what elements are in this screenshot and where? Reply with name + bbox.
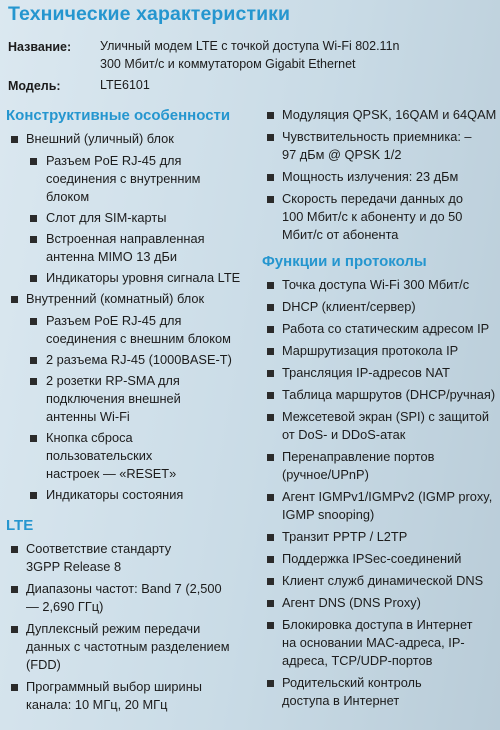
functions-list	[262, 276, 498, 710]
list-item-text: Слот для SIM-карты	[46, 210, 167, 225]
list-item-text: Блокировка доступа в Интернет на основании MAC-адреса, IP-адреса, TCP/UDP-портов	[282, 617, 473, 668]
list-item	[6, 152, 206, 206]
list-item	[262, 674, 472, 710]
list-item-text: Работа со статическим адресом IP	[282, 321, 490, 336]
list-item	[262, 572, 498, 590]
list-item	[262, 594, 498, 612]
list-item	[262, 448, 482, 484]
list-item	[262, 408, 500, 444]
list-item-text: Транзит PPTP / L2TP	[282, 529, 408, 544]
square-bullet-icon	[267, 174, 274, 181]
list-item	[6, 351, 254, 369]
list-item	[6, 269, 254, 287]
square-bullet-icon	[267, 304, 274, 311]
list-item-text: Трансляция IP-адресов NAT	[282, 365, 450, 380]
square-bullet-icon	[267, 348, 274, 355]
list-item	[262, 342, 498, 360]
square-bullet-icon	[11, 586, 18, 593]
list-item	[6, 130, 254, 148]
list-item-text: Перенаправление портов (ручное/UPnP)	[282, 449, 435, 482]
list-item-text: Программный выбор ширины канала: 10 МГц, 20 МГц	[26, 679, 202, 712]
list-item	[262, 386, 498, 404]
square-bullet-icon	[267, 282, 274, 289]
left-column	[6, 106, 254, 718]
square-bullet-icon	[267, 414, 274, 421]
square-bullet-icon	[11, 626, 18, 633]
square-bullet-icon	[267, 600, 274, 607]
list-item-text: Чувствительность приемника: –97 дБм @ QPSK 1/2	[282, 129, 472, 162]
name-value-line2: 300 Мбит/с и коммутатором Gigabit Ethernet	[100, 57, 356, 71]
list-item	[6, 678, 241, 714]
square-bullet-icon	[267, 622, 274, 629]
list-item-text: Встроенная направленная антенна MIMO 13 дБи	[46, 231, 205, 264]
list-item-text: Мощность излучения: 23 дБм	[282, 169, 459, 184]
list-item-text: 2 разъема RJ-45 (1000BASE-T)	[46, 352, 232, 367]
square-bullet-icon	[267, 534, 274, 541]
list-item-text: Разъем PoE RJ-45 для соединения с внешним блоком	[46, 313, 231, 346]
list-item	[6, 312, 246, 348]
list-item	[262, 128, 482, 164]
list-item	[262, 276, 498, 294]
list-item-text: Агент IGMPv1/IGMPv2 (IGMP proxy, IGMP snooping)	[282, 489, 493, 522]
list-item	[262, 364, 498, 382]
list-item-text: DHCP (клиент/сервер)	[282, 299, 416, 314]
list-item-text: Внешний (уличный) блок	[26, 131, 174, 146]
square-bullet-icon	[30, 275, 37, 282]
model-value: LTE6101	[100, 78, 150, 92]
list-item-text: Индикаторы состояния	[46, 487, 184, 502]
list-item-text: Поддержка IPSec-соединений	[282, 551, 462, 566]
square-bullet-icon	[30, 318, 37, 325]
list-item-text: Модуляция QPSK, 16QAM и 64QAM	[282, 107, 497, 122]
list-item-text: Родительский контроль доступа в Интернет	[282, 675, 422, 708]
list-item	[6, 580, 236, 616]
square-bullet-icon	[11, 136, 18, 143]
square-bullet-icon	[11, 684, 18, 691]
list-item	[262, 488, 497, 524]
list-item-text: Дуплексный режим передачи данных с частотным разделением (FDD)	[26, 621, 230, 672]
section-title-construct: Конструктивные особенности	[6, 107, 231, 124]
list-item	[6, 540, 196, 576]
model-label: Модель:	[8, 79, 61, 93]
lte-list	[6, 540, 254, 714]
list-item-text: Таблица маршрутов (DHCP/ручная)	[282, 387, 496, 402]
list-item	[6, 209, 254, 227]
square-bullet-icon	[267, 392, 274, 399]
list-item	[262, 550, 498, 568]
square-bullet-icon	[267, 326, 274, 333]
list-item	[262, 190, 482, 244]
square-bullet-icon	[267, 196, 274, 203]
list-item-text: Межсетевой экран (SPI) с защитой от DoS- и DDoS-атак	[282, 409, 490, 442]
list-item-text: Внутренний (комнатный) блок	[26, 291, 205, 306]
square-bullet-icon	[30, 378, 37, 385]
list-item-text: Скорость передачи данных до 100 Мбит/с к абоненту и до 50 Мбит/с от абонента	[282, 191, 463, 242]
square-bullet-icon	[267, 134, 274, 141]
list-item-text: Соответствие стандарту 3GPP Release 8	[26, 541, 172, 574]
list-item-text: Клиент служб динамической DNS	[282, 573, 484, 588]
list-item	[262, 528, 498, 546]
square-bullet-icon	[30, 215, 37, 222]
list-item-text: 2 розетки RP-SMA для подключения внешней антенны Wi-Fi	[46, 373, 181, 424]
list-item-text: Точка доступа Wi-Fi 300 Мбит/с	[282, 277, 470, 292]
square-bullet-icon	[30, 435, 37, 442]
list-item	[262, 168, 498, 186]
page-title: Технические характеристики	[8, 3, 291, 25]
square-bullet-icon	[267, 578, 274, 585]
list-item-text: Кнопка сброса пользовательских настроек — «RESET»	[46, 430, 177, 481]
square-bullet-icon	[11, 296, 18, 303]
square-bullet-icon	[267, 680, 274, 687]
square-bullet-icon	[11, 546, 18, 553]
list-item	[6, 620, 241, 674]
list-item	[262, 106, 498, 124]
list-item	[6, 429, 206, 483]
square-bullet-icon	[267, 112, 274, 119]
name-value-line1: Уличный модем LTE с точкой доступа Wi-Fi 802.11n	[100, 39, 400, 53]
square-bullet-icon	[30, 492, 37, 499]
square-bullet-icon	[30, 158, 37, 165]
square-bullet-icon	[267, 494, 274, 501]
name-label: Название:	[8, 40, 72, 54]
list-item-text: Разъем PoE RJ-45 для соединения с внутренним блоком	[46, 153, 201, 204]
name-value	[100, 37, 400, 73]
list-item-text: Индикаторы уровня сигнала LTE	[46, 270, 241, 285]
construct-list	[6, 130, 254, 504]
list-item-text: Агент DNS (DNS Proxy)	[282, 595, 421, 610]
section-title-functions: Функции и протоколы	[262, 253, 427, 270]
square-bullet-icon	[267, 556, 274, 563]
list-item	[6, 230, 246, 266]
list-item	[262, 320, 498, 338]
square-bullet-icon	[30, 357, 37, 364]
radio-list	[262, 106, 498, 244]
square-bullet-icon	[30, 236, 37, 243]
list-item	[262, 616, 487, 670]
square-bullet-icon	[267, 454, 274, 461]
list-item	[6, 372, 216, 426]
section-title-lte: LTE	[6, 517, 34, 534]
square-bullet-icon	[267, 370, 274, 377]
right-column	[262, 106, 498, 714]
list-item-text: Диапазоны частот: Band 7 (2,500 — 2,690 ГГц)	[26, 581, 222, 614]
list-item-text: Маршрутизация протокола IP	[282, 343, 459, 358]
list-item	[6, 290, 254, 308]
list-item	[6, 486, 254, 504]
list-item	[262, 298, 498, 316]
